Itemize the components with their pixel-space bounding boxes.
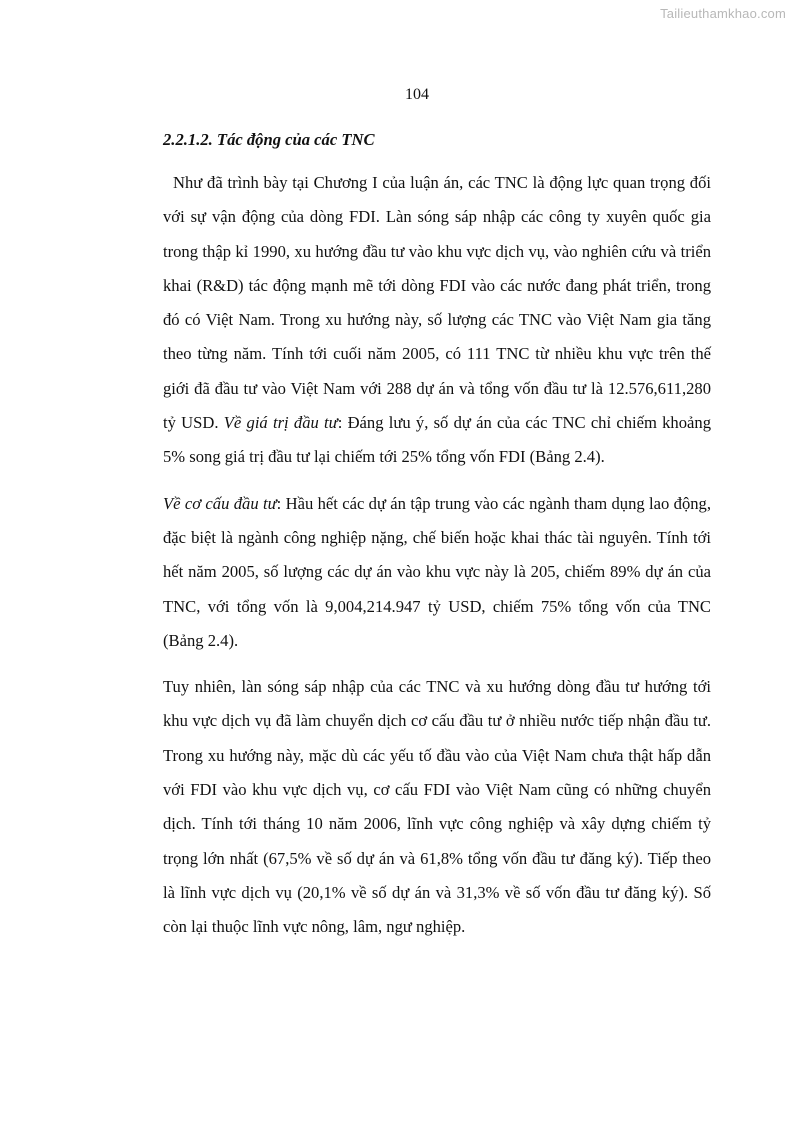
- paragraph-structural-shift: [163, 670, 711, 944]
- page-number: 104: [405, 86, 429, 103]
- paragraph-tnc-overview: [163, 166, 711, 475]
- paragraph-3-text: Tuy nhiên, làn sóng sáp nhập của các TNC và xu hướng dòng đầu tư hướng tới khu vực dịch vụ đã làm chuyển dịch cơ cấu đầu tư ở nhiều nước tiếp nhận đầu tư. Trong xu hướng này, mặc dù các yếu tố đầu vào của Việt Nam chưa thật hấp dẫn với FDI vào khu vực dịch vụ, cơ cấu FDI vào Việt Nam cũng có những chuyển dịch. Tính tới tháng 10 năm 2006, lĩnh vực công nghiệp và xây dựng chiếm tỷ trọng lớn nhất (67,5% về số dự án và 61,8% tổng vốn đầu tư đăng ký). Tiếp theo là lĩnh vực dịch vụ (20,1% về số dự án và 31,3% về số vốn đầu tư đăng ký). Số còn lại thuộc lĩnh vực nông, lâm, ngư nghiệp.: [163, 677, 711, 937]
- paragraph-2-italic-term: Về cơ cấu đầu tư: [163, 493, 277, 513]
- paragraph-1-text-a: Như đã trình bày tại Chương I của luận án, các TNC là động lực quan trọng đối với sự vận động của dòng FDI. Làn sóng sáp nhập các công ty xuyên quốc gia trong thập kỉ 1990, xu hướng đầu tư vào khu vực dịch vụ, vào nghiên cứu và triển khai (R&D) tác động mạnh mẽ tới dòng FDI vào các nước đang phát triển, trong đó có Việt Nam. Trong xu hướng này, số lượng các TNC vào Việt Nam gia tăng theo từng năm. Tính tới cuối năm 2005, có 111 TNC từ nhiều khu vực trên thế giới đã đầu tư vào Việt Nam với 288 dự án và tổng vốn đầu tư là 12.576,611,280 tỷ USD.: [163, 173, 711, 433]
- document-body: [163, 126, 711, 957]
- watermark: Tailieuthamkhao.com: [660, 6, 786, 21]
- paragraph-investment-structure: [163, 487, 711, 658]
- paragraph-1-italic-term: Về giá trị đầu tư: [223, 413, 338, 433]
- section-heading: 2.2.1.2. Tác động của các TNC: [163, 130, 375, 149]
- paragraph-2-text: : Hầu hết các dự án tập trung vào các ngành tham dụng lao động, đặc biệt là ngành công nghiệp nặng, chế biến hoặc khai thác tài nguyên. Tính tới hết năm 2005, số lượng các dự án vào khu vực này là 205, chiếm 89% dự án của TNC, với tổng vốn là 9,004,214.947 tỷ USD, chiếm 75% tổng vốn của TNC (Bảng 2.4).: [163, 493, 711, 650]
- paragraph-1-text-b: : Đáng lưu ý, số dự án của các TNC chỉ chiếm khoảng 5% song giá trị đầu tư lại chiếm tới 25% tổng vốn FDI (Bảng 2.4).: [163, 413, 711, 467]
